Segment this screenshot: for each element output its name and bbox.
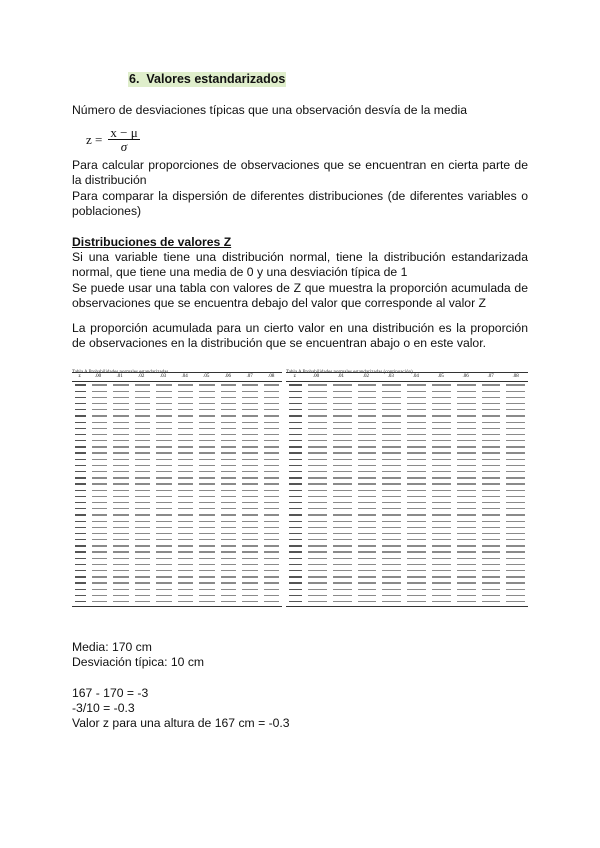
z-formula xyxy=(86,126,140,153)
table-caption: Tabla A Probabilidades normales estandarizadas (continuación) xyxy=(286,370,413,375)
z-paragraph-1: Si una variable tiene una distribución normal, tiene la distribución estandarizada normal, que tiene una media de 0 y una desviación típica de 1 xyxy=(72,250,528,280)
formula-lhs: z = xyxy=(86,131,103,147)
formula-numerator: x − μ xyxy=(110,125,138,140)
section-title xyxy=(128,72,286,87)
example-step-2: -3/10 = -0.3 xyxy=(72,701,135,715)
table-header: z .00 .01 .02 .03 .04 .05 .06 .07 .08 xyxy=(72,372,282,382)
section-number: 6. xyxy=(129,72,140,86)
intro-text: Número de desviaciones típicas que una observación desvía de la media xyxy=(72,103,467,117)
z-heading: Distribuciones de valores Z xyxy=(72,235,232,249)
table-row xyxy=(286,599,528,605)
table-rows xyxy=(72,382,282,607)
table-caption: Tabla A Probabilidades normales estandarizadas xyxy=(72,370,169,375)
section-title-text: Valores estandarizados xyxy=(146,72,286,86)
table-rows xyxy=(286,382,528,607)
example-step-1: 167 - 170 = -3 xyxy=(72,686,149,700)
z-table-negative xyxy=(72,365,282,605)
use-1: Para calcular proporciones de observaciones que se encuentran en cierta parte de la distribución xyxy=(72,158,528,188)
table-header: z .00 .01 .02 .03 .04 .05 .06 .07 .08 xyxy=(286,372,528,382)
table-row xyxy=(72,599,282,605)
z-paragraph-2: Se puede usar una tabla con valores de Z que muestra la proporción acumulada de observaciones que se encuentra debajo del valor que corresponde al valor Z xyxy=(72,281,528,311)
example-result: Valor z para una altura de 167 cm = -0.3 xyxy=(72,716,290,730)
proportion-paragraph: La proporción acumulada para un cierto valor en una distribución es la proporción de observaciones en la distribución que se encuentran abajo o en este valor. xyxy=(72,321,528,351)
z-table-positive xyxy=(286,365,528,605)
formula-denominator: σ xyxy=(120,139,128,154)
example-mean: Media: 170 cm xyxy=(72,640,152,654)
formula-fraction xyxy=(108,126,139,153)
example-sd: Desviación típica: 10 cm xyxy=(72,655,205,669)
use-2: Para comparar la dispersión de diferentes distribuciones (de diferentes variables o poblaciones) xyxy=(72,189,528,219)
